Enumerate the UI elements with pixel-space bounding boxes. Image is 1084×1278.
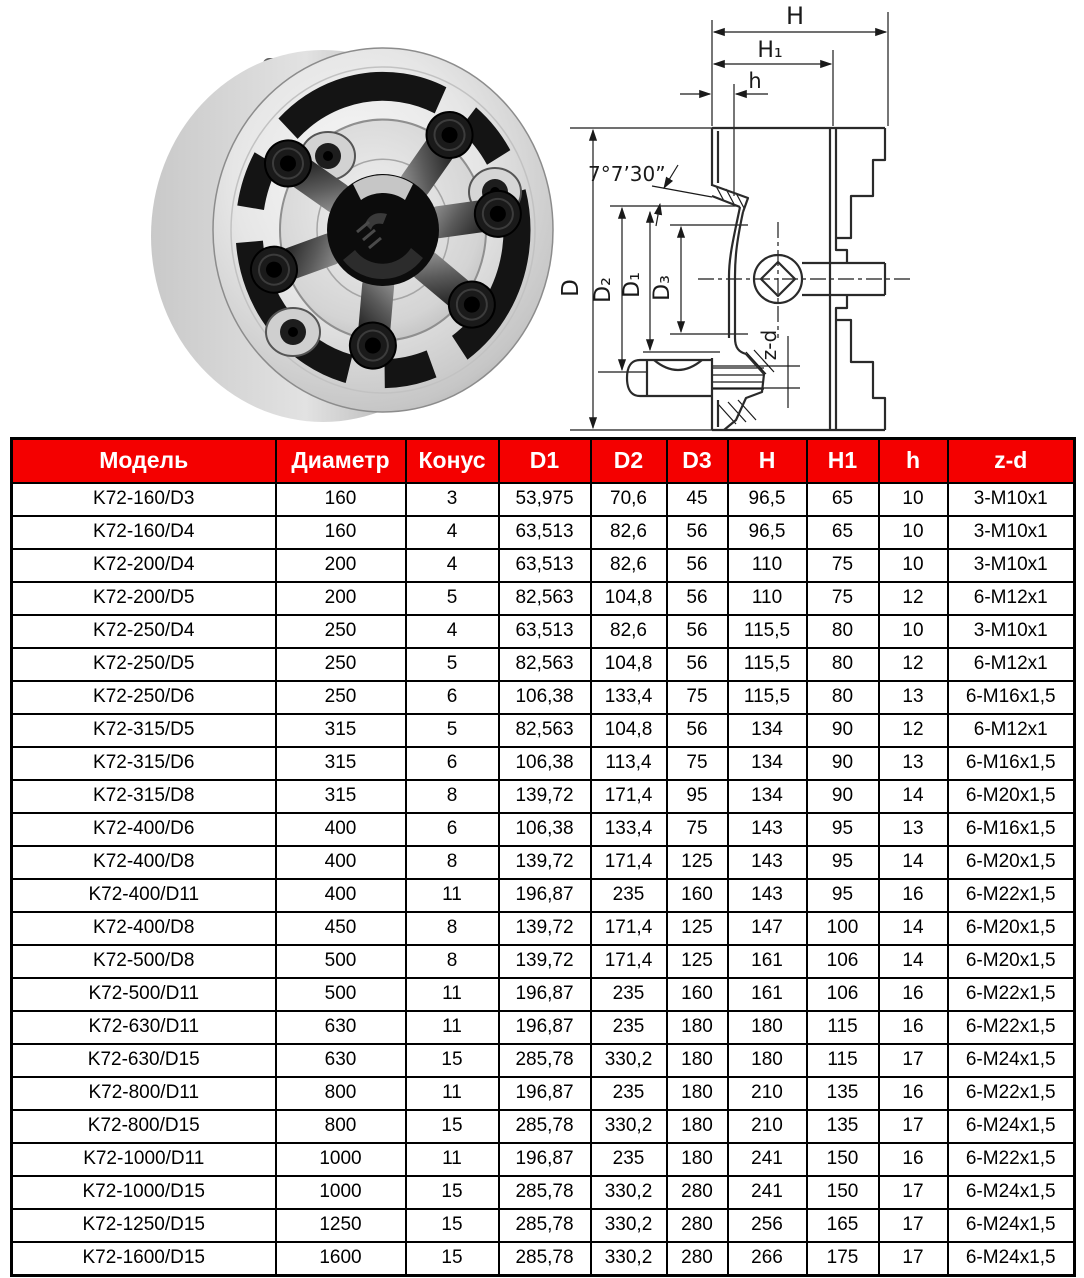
- table-cell: 180: [667, 1011, 728, 1044]
- table-cell: 70,6: [591, 483, 667, 516]
- table-cell: 10: [879, 483, 948, 516]
- table-cell: 400: [276, 813, 406, 846]
- column-header-6: H: [728, 439, 807, 484]
- table-cell: 500: [276, 978, 406, 1011]
- table-cell: 11: [406, 879, 499, 912]
- table-cell: 196,87: [499, 879, 591, 912]
- table-cell: 104,8: [591, 648, 667, 681]
- column-header-5: D3: [667, 439, 728, 484]
- table-cell: 16: [879, 1143, 948, 1176]
- spec-table: [10, 437, 1076, 1277]
- table-cell: 235: [591, 1143, 667, 1176]
- table-cell: 200: [276, 582, 406, 615]
- table-cell: 45: [667, 483, 728, 516]
- table-cell: 196,87: [499, 1077, 591, 1110]
- table-cell: 330,2: [591, 1176, 667, 1209]
- table-row: [12, 1242, 1075, 1276]
- table-cell: K72-250/D4: [12, 615, 276, 648]
- table-cell: K72-250/D6: [12, 681, 276, 714]
- table-cell: 6-M20x1,5: [948, 912, 1075, 945]
- table-cell: 15: [406, 1110, 499, 1143]
- table-cell: 143: [728, 813, 807, 846]
- table-cell: 110: [728, 582, 807, 615]
- table-cell: 6-M24x1,5: [948, 1044, 1075, 1077]
- table-cell: 196,87: [499, 978, 591, 1011]
- table-cell: 134: [728, 714, 807, 747]
- table-cell: 500: [276, 945, 406, 978]
- table-cell: 210: [728, 1110, 807, 1143]
- table-cell: 95: [807, 813, 879, 846]
- table-row: [12, 615, 1075, 648]
- table-cell: 80: [807, 648, 879, 681]
- table-cell: 6-M16x1,5: [948, 813, 1075, 846]
- table-row: [12, 945, 1075, 978]
- table-cell: 115: [807, 1011, 879, 1044]
- table-cell: 106,38: [499, 813, 591, 846]
- table-cell: 150: [807, 1143, 879, 1176]
- table-cell: 95: [807, 846, 879, 879]
- table-cell: 315: [276, 747, 406, 780]
- table-cell: 161: [728, 945, 807, 978]
- table-cell: 8: [406, 846, 499, 879]
- table-cell: 16: [879, 1011, 948, 1044]
- table-cell: 11: [406, 1077, 499, 1110]
- table-cell: 1000: [276, 1143, 406, 1176]
- chuck-photo-image: [145, 12, 569, 436]
- table-cell: 1000: [276, 1176, 406, 1209]
- table-cell: 80: [807, 681, 879, 714]
- table-cell: 3-M10x1: [948, 549, 1075, 582]
- table-cell: 160: [667, 879, 728, 912]
- table-cell: 12: [879, 714, 948, 747]
- table-cell: 400: [276, 879, 406, 912]
- table-cell: 196,87: [499, 1143, 591, 1176]
- table-cell: 241: [728, 1176, 807, 1209]
- table-row: [12, 1044, 1075, 1077]
- table-cell: 75: [807, 549, 879, 582]
- table-cell: 14: [879, 912, 948, 945]
- table-cell: 95: [667, 780, 728, 813]
- table-row: [12, 714, 1075, 747]
- table-cell: K72-400/D6: [12, 813, 276, 846]
- table-cell: K72-400/D8: [12, 912, 276, 945]
- table-cell: K72-630/D11: [12, 1011, 276, 1044]
- table-cell: 63,513: [499, 615, 591, 648]
- table-cell: 113,4: [591, 747, 667, 780]
- table-cell: K72-200/D5: [12, 582, 276, 615]
- table-cell: 235: [591, 978, 667, 1011]
- table-cell: K72-160/D3: [12, 483, 276, 516]
- table-cell: 104,8: [591, 714, 667, 747]
- table-cell: 250: [276, 681, 406, 714]
- table-row: [12, 1110, 1075, 1143]
- table-cell: 160: [667, 978, 728, 1011]
- table-cell: 15: [406, 1242, 499, 1276]
- table-cell: 150: [807, 1176, 879, 1209]
- table-cell: 235: [591, 879, 667, 912]
- table-row: [12, 912, 1075, 945]
- table-row: [12, 483, 1075, 516]
- table-cell: 6-M20x1,5: [948, 780, 1075, 813]
- table-row: [12, 879, 1075, 912]
- table-cell: 285,78: [499, 1044, 591, 1077]
- table-cell: 82,6: [591, 516, 667, 549]
- chuck-drawing: [548, 0, 1084, 437]
- table-cell: 160: [276, 516, 406, 549]
- table-cell: K72-800/D15: [12, 1110, 276, 1143]
- table-cell: K72-500/D11: [12, 978, 276, 1011]
- table-cell: 285,78: [499, 1209, 591, 1242]
- table-cell: 171,4: [591, 780, 667, 813]
- table-cell: 180: [667, 1044, 728, 1077]
- table-cell: 14: [879, 846, 948, 879]
- table-cell: 125: [667, 945, 728, 978]
- table-cell: 6-M22x1,5: [948, 1077, 1075, 1110]
- table-cell: 180: [728, 1011, 807, 1044]
- table-cell: 10: [879, 615, 948, 648]
- table-cell: 180: [728, 1044, 807, 1077]
- table-cell: 266: [728, 1242, 807, 1276]
- table-row: [12, 648, 1075, 681]
- table-cell: 171,4: [591, 945, 667, 978]
- table-cell: 75: [667, 813, 728, 846]
- table-cell: 6-M20x1,5: [948, 945, 1075, 978]
- table-cell: 12: [879, 582, 948, 615]
- table-cell: 285,78: [499, 1176, 591, 1209]
- table-cell: 6-M22x1,5: [948, 978, 1075, 1011]
- dim-label-D1: D₁: [620, 272, 645, 298]
- table-cell: 165: [807, 1209, 879, 1242]
- table-cell: 1250: [276, 1209, 406, 1242]
- table-cell: K72-315/D6: [12, 747, 276, 780]
- table-cell: 315: [276, 780, 406, 813]
- table-cell: 330,2: [591, 1209, 667, 1242]
- table-cell: 15: [406, 1209, 499, 1242]
- table-cell: 104,8: [591, 582, 667, 615]
- table-row: [12, 681, 1075, 714]
- table-cell: 65: [807, 516, 879, 549]
- table-cell: 400: [276, 846, 406, 879]
- table-cell: 82,563: [499, 582, 591, 615]
- table-cell: 6-M22x1,5: [948, 1011, 1075, 1044]
- table-cell: K72-1000/D11: [12, 1143, 276, 1176]
- table-cell: 12: [879, 648, 948, 681]
- table-cell: 80: [807, 615, 879, 648]
- table-cell: 17: [879, 1209, 948, 1242]
- table-cell: K72-315/D5: [12, 714, 276, 747]
- table-row: [12, 1176, 1075, 1209]
- table-cell: 106: [807, 978, 879, 1011]
- table-cell: K72-400/D8: [12, 846, 276, 879]
- angle-label: 7°7’30”: [588, 162, 666, 186]
- table-cell: 196,87: [499, 1011, 591, 1044]
- table-cell: 180: [667, 1110, 728, 1143]
- table-cell: 630: [276, 1044, 406, 1077]
- table-cell: 330,2: [591, 1242, 667, 1276]
- table-cell: 82,563: [499, 714, 591, 747]
- table-cell: 16: [879, 1077, 948, 1110]
- column-header-4: D2: [591, 439, 667, 484]
- table-cell: 280: [667, 1209, 728, 1242]
- table-cell: 180: [667, 1143, 728, 1176]
- table-cell: 75: [667, 681, 728, 714]
- table-cell: 171,4: [591, 846, 667, 879]
- table-cell: 8: [406, 912, 499, 945]
- table-cell: 6-M16x1,5: [948, 681, 1075, 714]
- table-cell: 115,5: [728, 648, 807, 681]
- table-row: [12, 1143, 1075, 1176]
- table-row: [12, 549, 1075, 582]
- table-cell: 250: [276, 615, 406, 648]
- table-cell: 180: [667, 1077, 728, 1110]
- table-cell: 6-M24x1,5: [948, 1176, 1075, 1209]
- table-cell: 56: [667, 714, 728, 747]
- table-row: [12, 1011, 1075, 1044]
- table-cell: K72-500/D8: [12, 945, 276, 978]
- table-cell: 330,2: [591, 1044, 667, 1077]
- table-cell: 15: [406, 1044, 499, 1077]
- column-header-3: D1: [499, 439, 591, 484]
- table-cell: 56: [667, 516, 728, 549]
- table-cell: 6: [406, 681, 499, 714]
- table-cell: 13: [879, 747, 948, 780]
- table-cell: 6-M20x1,5: [948, 846, 1075, 879]
- table-cell: 235: [591, 1011, 667, 1044]
- table-cell: 95: [807, 879, 879, 912]
- table-cell: 106,38: [499, 681, 591, 714]
- chuck-section-drawing: [548, 0, 1084, 437]
- table-cell: 56: [667, 648, 728, 681]
- table-cell: 1600: [276, 1242, 406, 1276]
- table-cell: 100: [807, 912, 879, 945]
- table-cell: 161: [728, 978, 807, 1011]
- table-cell: 90: [807, 780, 879, 813]
- table-cell: 14: [879, 780, 948, 813]
- table-cell: 6: [406, 747, 499, 780]
- table-cell: 3-M10x1: [948, 615, 1075, 648]
- table-cell: 134: [728, 747, 807, 780]
- table-cell: 285,78: [499, 1110, 591, 1143]
- table-cell: 800: [276, 1077, 406, 1110]
- column-header-9: z-d: [948, 439, 1075, 484]
- table-cell: 5: [406, 582, 499, 615]
- table-row: [12, 1077, 1075, 1110]
- table-row: [12, 978, 1075, 1011]
- table-cell: 90: [807, 714, 879, 747]
- table-cell: 3-M10x1: [948, 483, 1075, 516]
- table-cell: 115: [807, 1044, 879, 1077]
- table-cell: 4: [406, 615, 499, 648]
- table-cell: 6-M24x1,5: [948, 1209, 1075, 1242]
- table-cell: 5: [406, 648, 499, 681]
- column-header-0: Модель: [12, 439, 276, 484]
- table-cell: 115,5: [728, 681, 807, 714]
- table-cell: 6-M22x1,5: [948, 1143, 1075, 1176]
- table-cell: 160: [276, 483, 406, 516]
- dimension-lines: [570, 12, 910, 430]
- table-cell: K72-1600/D15: [12, 1242, 276, 1276]
- table-cell: 11: [406, 978, 499, 1011]
- table-cell: 143: [728, 846, 807, 879]
- table-cell: 139,72: [499, 846, 591, 879]
- table-cell: 6-M12x1: [948, 582, 1075, 615]
- table-cell: 210: [728, 1077, 807, 1110]
- table-cell: K72-800/D11: [12, 1077, 276, 1110]
- table-cell: 10: [879, 516, 948, 549]
- table-body: [12, 483, 1075, 1276]
- table-cell: K72-1000/D15: [12, 1176, 276, 1209]
- table-cell: 280: [667, 1242, 728, 1276]
- table-row: [12, 813, 1075, 846]
- table-cell: 56: [667, 582, 728, 615]
- table-cell: 8: [406, 945, 499, 978]
- table-cell: 6-M12x1: [948, 714, 1075, 747]
- dim-label-zd: z-d: [757, 329, 781, 361]
- column-header-1: Диаметр: [276, 439, 406, 484]
- table-cell: 82,6: [591, 549, 667, 582]
- table-cell: 6-M22x1,5: [948, 879, 1075, 912]
- table-cell: 6-M24x1,5: [948, 1242, 1075, 1276]
- table-cell: 133,4: [591, 813, 667, 846]
- table-cell: 800: [276, 1110, 406, 1143]
- table-cell: 171,4: [591, 912, 667, 945]
- table-cell: 125: [667, 912, 728, 945]
- table-cell: 106: [807, 945, 879, 978]
- table-cell: K72-250/D5: [12, 648, 276, 681]
- dim-label-D3: D₃: [650, 275, 675, 301]
- table-cell: 96,5: [728, 483, 807, 516]
- table-cell: 17: [879, 1176, 948, 1209]
- table-cell: 106,38: [499, 747, 591, 780]
- table-cell: 82,563: [499, 648, 591, 681]
- table-cell: 90: [807, 747, 879, 780]
- table-cell: 16: [879, 879, 948, 912]
- table-cell: 96,5: [728, 516, 807, 549]
- table-cell: 285,78: [499, 1242, 591, 1276]
- table-cell: 75: [807, 582, 879, 615]
- table-cell: 134: [728, 780, 807, 813]
- table-cell: 17: [879, 1242, 948, 1276]
- table-cell: 14: [879, 945, 948, 978]
- column-header-7: H1: [807, 439, 879, 484]
- table-cell: 125: [667, 846, 728, 879]
- table-cell: 139,72: [499, 912, 591, 945]
- table-cell: 139,72: [499, 945, 591, 978]
- top-section: [0, 0, 1084, 437]
- table-cell: 135: [807, 1110, 879, 1143]
- table-cell: 63,513: [499, 549, 591, 582]
- table-header-row: [12, 439, 1075, 484]
- table-cell: 200: [276, 549, 406, 582]
- table-cell: 4: [406, 549, 499, 582]
- table-cell: 4: [406, 516, 499, 549]
- table-cell: 147: [728, 912, 807, 945]
- table-cell: 250: [276, 648, 406, 681]
- table-cell: 3: [406, 483, 499, 516]
- table-cell: 53,975: [499, 483, 591, 516]
- table-cell: 6-M16x1,5: [948, 747, 1075, 780]
- table-cell: 17: [879, 1110, 948, 1143]
- table-cell: 450: [276, 912, 406, 945]
- table-cell: 6-M12x1: [948, 648, 1075, 681]
- table-row: [12, 516, 1075, 549]
- table-cell: 5: [406, 714, 499, 747]
- dim-label-h: h: [748, 69, 762, 93]
- table-row: [12, 780, 1075, 813]
- dim-label-H: H: [785, 2, 805, 30]
- column-header-2: Конус: [406, 439, 499, 484]
- chuck-photo: [145, 12, 569, 436]
- table-cell: 139,72: [499, 780, 591, 813]
- table-cell: 175: [807, 1242, 879, 1276]
- table-cell: K72-200/D4: [12, 549, 276, 582]
- table-cell: K72-160/D4: [12, 516, 276, 549]
- table-cell: 256: [728, 1209, 807, 1242]
- dim-label-D: D: [558, 279, 584, 297]
- table-cell: 135: [807, 1077, 879, 1110]
- table-cell: 6: [406, 813, 499, 846]
- table-cell: 13: [879, 813, 948, 846]
- table-cell: 133,4: [591, 681, 667, 714]
- table-cell: 235: [591, 1077, 667, 1110]
- column-header-8: h: [879, 439, 948, 484]
- dim-label-H1: H₁: [757, 38, 783, 63]
- table-cell: 13: [879, 681, 948, 714]
- table-cell: 17: [879, 1044, 948, 1077]
- table-cell: 56: [667, 615, 728, 648]
- dim-label-D2: D₂: [591, 277, 616, 303]
- table-cell: 315: [276, 714, 406, 747]
- table-cell: 82,6: [591, 615, 667, 648]
- table-row: [12, 846, 1075, 879]
- table-row: [12, 1209, 1075, 1242]
- table-row: [12, 747, 1075, 780]
- table-cell: 10: [879, 549, 948, 582]
- chuck-bore: [327, 174, 439, 286]
- table-cell: K72-630/D15: [12, 1044, 276, 1077]
- table-cell: 115,5: [728, 615, 807, 648]
- table-cell: 65: [807, 483, 879, 516]
- table-row: [12, 582, 1075, 615]
- table-cell: K72-1250/D15: [12, 1209, 276, 1242]
- table-cell: K72-400/D11: [12, 879, 276, 912]
- table-cell: 8: [406, 780, 499, 813]
- table-cell: 110: [728, 549, 807, 582]
- table-cell: 330,2: [591, 1110, 667, 1143]
- table-cell: 143: [728, 879, 807, 912]
- table-cell: 6-M24x1,5: [948, 1110, 1075, 1143]
- table-cell: 56: [667, 549, 728, 582]
- table-cell: 16: [879, 978, 948, 1011]
- table-cell: 630: [276, 1011, 406, 1044]
- table-cell: 11: [406, 1011, 499, 1044]
- table-cell: 11: [406, 1143, 499, 1176]
- table-cell: 75: [667, 747, 728, 780]
- table-cell: 63,513: [499, 516, 591, 549]
- table-cell: 15: [406, 1176, 499, 1209]
- table-cell: 3-M10x1: [948, 516, 1075, 549]
- table-cell: 241: [728, 1143, 807, 1176]
- table-cell: K72-315/D8: [12, 780, 276, 813]
- table-cell: 280: [667, 1176, 728, 1209]
